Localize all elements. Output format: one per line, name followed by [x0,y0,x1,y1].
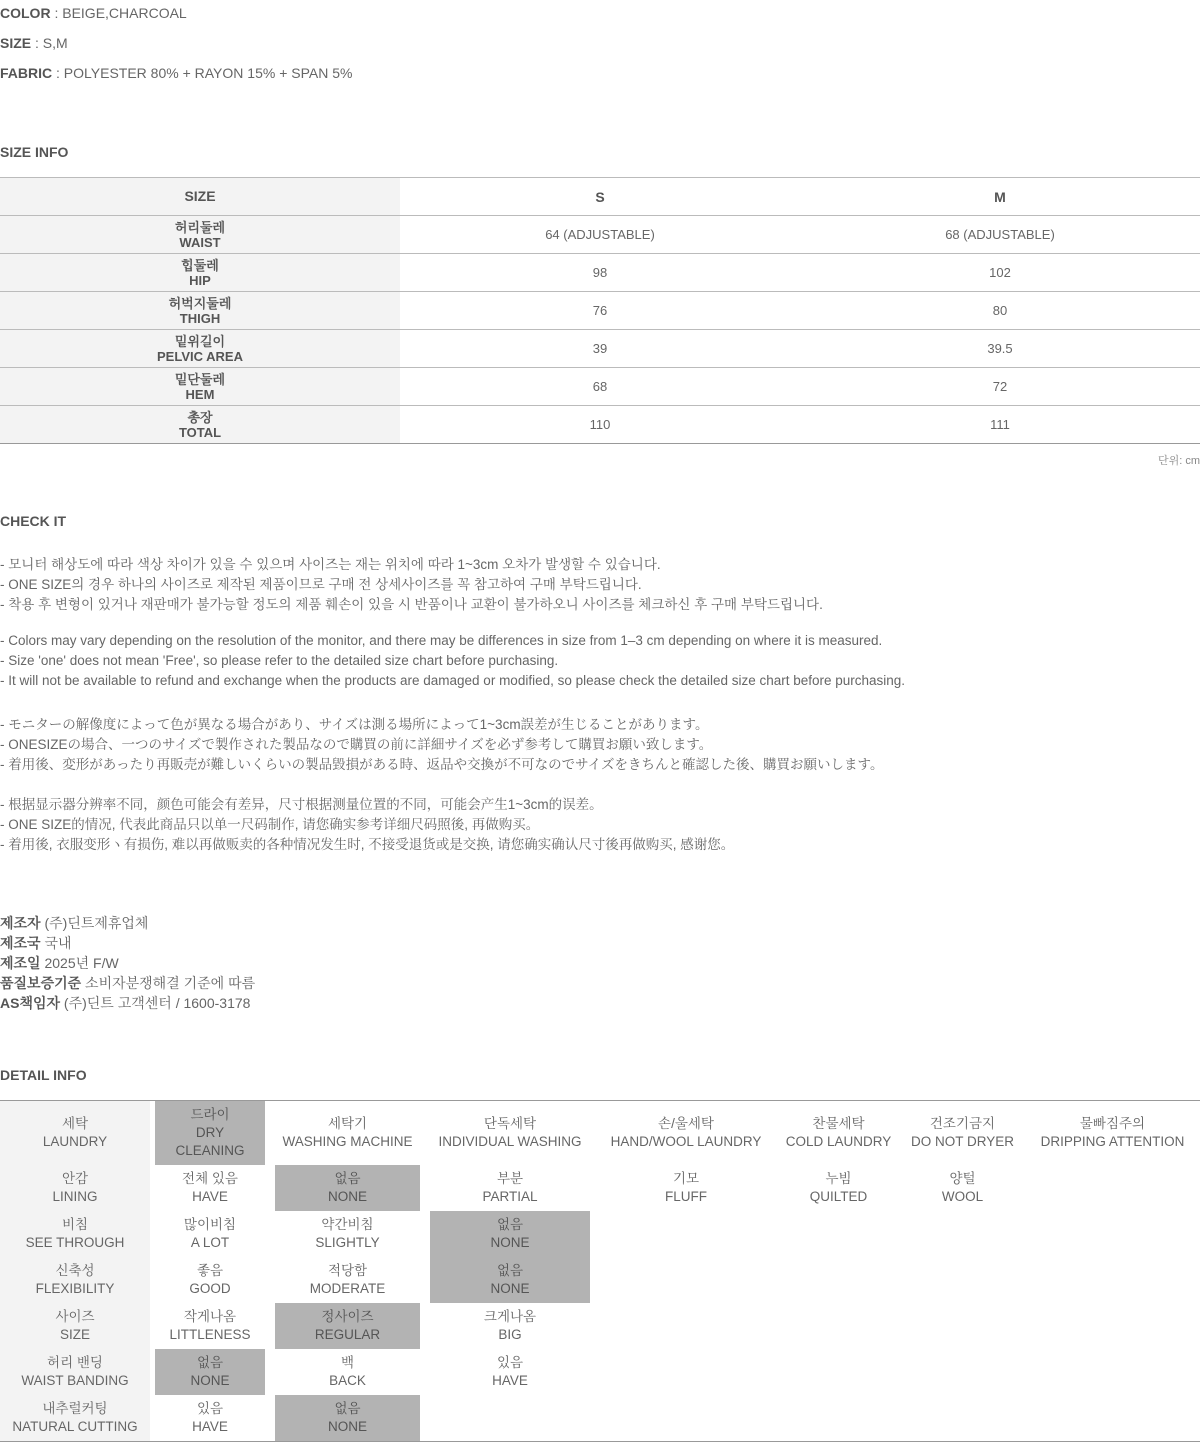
maker-value: (주)딘트제휴업체 [44,915,149,931]
check-line: - It will not be available to refund and exchange when the products are damaged or modified, so please check the detailed size chart before purchasing. [0,673,906,688]
measure-ko: 힙둘레 [181,257,219,273]
measure-en: WAIST [179,234,221,250]
detail-option [425,1303,595,1349]
maker-value: (주)딘트 고객센터 / 1600-3178 [63,995,251,1011]
detail-option-text: 없음 [496,1263,524,1278]
check-line: - ONE SIZE의 경우 하나의 사이즈로 제작된 제품이므로 구매 전 상세사이즈를 꼭 참고하여 구매 부탁드립니다. [0,577,642,592]
spec-label: COLOR [0,5,51,21]
check-line: - 根据显示器分辨率不同，颜色可能会有差异，尺寸根据测量位置的不同，可能会产生1~3cm的误差。 [0,797,603,812]
detail-option-selected [150,1349,270,1395]
detail-option-box [425,1170,595,1206]
detail-option-text: COLD LAUNDRY [785,1134,892,1149]
spec-label: SIZE [0,35,32,51]
detail-label-text: WAIST BANDING [21,1373,129,1388]
detail-option-text: NONE [490,1281,530,1296]
detail-option-box [425,1354,595,1390]
detail-empty-cell [595,1303,777,1349]
detail-option-text: DRY [195,1125,225,1140]
detail-option [595,1101,777,1165]
detail-row-label [0,1257,150,1303]
measure-en: PELVIC AREA [157,348,243,364]
size-m-value: 72 [800,368,1200,406]
detail-row-label [0,1303,150,1349]
detail-empty-cell [777,1211,900,1257]
size-m-value: 68 (ADJUSTABLE) [800,216,1200,254]
size-table [0,177,1200,444]
detail-option-box [430,1257,590,1303]
size-m-value: 39.5 [800,330,1200,368]
detail-empty-cell [900,1257,1025,1303]
detail-option-text: MODERATE [309,1281,386,1296]
detail-option [270,1101,425,1165]
check-line: - Size 'one' does not mean 'Free', so please refer to the detailed size chart before purchasing. [0,653,559,668]
detail-label-text: 세탁 [61,1116,89,1131]
detail-empty-cell [1025,1257,1200,1303]
detail-option-text: NONE [327,1419,367,1434]
detail-option [150,1395,270,1441]
check-line: - 모니터 해상도에 따라 색상 차이가 있을 수 있으며 사이즈는 재는 위치에 따라 1~3cm 오차가 발생할 수 있습니다. [0,557,661,572]
detail-empty-cell [425,1395,595,1441]
table-row [0,406,1200,444]
detail-option-text: HAVE [192,1189,228,1204]
spec-value: : POLYESTER 80% + RAYON 15% + SPAN 5% [56,65,353,81]
spec-value: : BEIGE,CHARCOAL [54,5,187,21]
detail-option-text: INDIVIDUAL WASHING [438,1134,582,1149]
spec-size [0,35,68,51]
maker-value: 국내 [44,935,72,951]
measure-en: TOTAL [178,424,222,440]
detail-empty-cell [1025,1211,1200,1257]
detail-option-text: QUILTED [809,1189,868,1204]
detail-label-text: 사이즈 [55,1309,95,1324]
detail-option-text: NONE [327,1189,367,1204]
detail-label-text: 비침 [61,1217,89,1232]
detail-option-box [900,1170,1025,1206]
detail-option-text: SLIGHTLY [315,1235,380,1250]
detail-option-text: HAND/WOOL LAUNDRY [610,1134,762,1149]
detail-option-text: 크게나옴 [483,1309,537,1324]
detail-empty-cell [1025,1395,1200,1441]
detail-row [0,1303,1200,1349]
detail-option [270,1211,425,1257]
detail-option-text: 물빠짐주의 [1079,1116,1146,1131]
detail-option-box [270,1115,425,1151]
detail-option-text: CLEANING [175,1143,245,1158]
detail-option-box [275,1303,420,1349]
detail-option [150,1257,270,1303]
detail-row [0,1165,1200,1211]
maker-line [0,953,119,973]
detail-option-box [270,1216,425,1252]
table-row [0,368,1200,406]
size-m-value: 102 [800,254,1200,292]
detail-option-text: 있음 [496,1355,524,1370]
detail-row-label [0,1395,150,1441]
spec-fabric [0,65,352,81]
detail-option [425,1165,595,1211]
measure-ko: 허리둘레 [174,219,226,235]
size-m-value: 80 [800,292,1200,330]
detail-option-text: NONE [190,1373,230,1388]
detail-option-text: 건조기금지 [929,1116,996,1131]
detail-option-box [150,1216,270,1252]
detail-option-box [155,1349,265,1395]
detail-empty-cell [900,1303,1025,1349]
maker-label: 제조자 [0,915,41,931]
detail-option-box [275,1395,420,1441]
detail-label-text: 허리 밴딩 [47,1355,103,1370]
detail-row [0,1349,1200,1395]
detail-option-text: 적당함 [327,1263,368,1278]
detail-empty-cell [900,1211,1025,1257]
measure-ko: 총장 [187,409,213,425]
detail-empty-cell [595,1349,777,1395]
maker-label: AS책임자 [0,995,61,1011]
detail-label-text: NATURAL CUTTING [12,1419,138,1434]
measure-label [0,216,400,254]
size-s-value: 98 [400,254,800,292]
detail-option-text: BIG [498,1327,522,1342]
detail-option-text: WASHING MACHINE [282,1134,413,1149]
detail-option [777,1165,900,1211]
detail-option-text: DRIPPING ATTENTION [1040,1134,1185,1149]
detail-option-text: 전체 있음 [182,1171,238,1186]
check-line: - 着用後, 衣服变形ヽ有损伤, 难以再做贩卖的各种情况发生时, 不接受退货或是交换, 请您确实确认尺寸後再做购买, 感谢您。 [0,837,735,852]
size-info-title: SIZE INFO [0,144,69,160]
detail-label-text: SEE THROUGH [25,1235,125,1250]
detail-option [425,1101,595,1165]
detail-option [270,1349,425,1395]
detail-option [150,1211,270,1257]
measure-label [0,330,400,368]
detail-empty-cell [777,1395,900,1441]
detail-row [0,1101,1200,1165]
detail-option-text: 없음 [334,1401,361,1416]
detail-empty-cell [595,1257,777,1303]
detail-option-text: BACK [329,1373,366,1388]
detail-option-text: 누빔 [825,1171,852,1186]
detail-option-box [150,1308,270,1344]
detail-option-text: 없음 [334,1171,361,1186]
detail-option-text: 양털 [949,1171,976,1186]
detail-option [1025,1101,1200,1165]
detail-option-box [595,1115,777,1151]
measure-ko: 허벅지둘레 [168,295,232,311]
detail-row-label [0,1349,150,1395]
detail-option [150,1165,270,1211]
detail-row-label [0,1165,150,1211]
measure-en: THIGH [179,310,221,326]
maker-line [0,993,250,1013]
detail-option-text: 약간비침 [321,1217,374,1232]
detail-option-text: PARTIAL [482,1189,538,1204]
check-line: - ONESIZEの場合、一つのサイズで製作された製品なので購買の前に詳細サイズを必ず参考して購買お願い致します。 [0,737,713,752]
maker-label: 제조일 [0,955,41,971]
measure-label [0,292,400,330]
size-header-m: M [800,178,1200,216]
size-s-value: 76 [400,292,800,330]
size-s-value: 110 [400,406,800,444]
detail-option-text: 부분 [496,1171,524,1186]
detail-empty-cell [900,1349,1025,1395]
detail-option [595,1165,777,1211]
table-row [0,216,1200,254]
table-row [0,254,1200,292]
detail-option-box [150,1400,270,1436]
size-table-header [0,178,1200,216]
detail-option-text: 작게나옴 [183,1309,237,1324]
maker-line [0,913,148,933]
detail-empty-cell [777,1349,900,1395]
detail-option-box [155,1101,265,1165]
spec-value: : S,M [35,35,68,51]
maker-line [0,973,255,993]
measure-label [0,368,400,406]
measure-ko: 밑단둘레 [174,371,226,387]
measure-ko: 밑위길이 [174,333,226,349]
detail-empty-cell [900,1395,1025,1441]
detail-row-label [0,1211,150,1257]
detail-option-box [275,1165,420,1211]
detail-option-text: 있음 [196,1401,224,1416]
detail-option-box [900,1115,1025,1151]
maker-label: 제조국 [0,935,41,951]
detail-option-box [777,1170,900,1206]
check-line: - Colors may vary depending on the resolution of the monitor, and there may be differences in size from 1–3 cm depending on where it is measured. [0,633,883,648]
detail-option-selected [270,1303,425,1349]
detail-label-text: SIZE [59,1327,90,1342]
detail-option-text: 없음 [196,1355,224,1370]
detail-option-text: HAVE [492,1373,528,1388]
detail-option-text: 기모 [672,1171,700,1186]
detail-option-selected [270,1395,425,1441]
detail-option-text: 세탁기 [327,1116,368,1131]
detail-option-text: REGULAR [314,1327,381,1342]
size-s-value: 39 [400,330,800,368]
detail-label-text: 신축성 [55,1263,95,1278]
detail-option-box [430,1211,590,1257]
measure-en: HEM [185,386,215,402]
detail-option [900,1165,1025,1211]
detail-option [270,1257,425,1303]
measure-label [0,406,400,444]
check-line: - 착용 후 변형이 있거나 재판매가 불가능할 정도의 제품 훼손이 있을 시 반품이나 교환이 불가하오니 사이즈를 체크하신 후 구매 부탁드립니다. [0,597,823,612]
detail-row [0,1257,1200,1303]
check-line: - モニターの解像度によって色が異なる場合があり、サイズは測る場所によって1~3cm誤差が生じることがあります。 [0,717,709,732]
detail-option-box [595,1170,777,1206]
detail-empty-cell [1025,1165,1200,1211]
detail-option-box [425,1115,595,1151]
detail-option-text: 단독세탁 [483,1116,537,1131]
maker-value: 소비자분쟁해결 기준에 따름 [85,975,256,991]
detail-option-text: GOOD [189,1281,231,1296]
detail-row-label [0,1101,150,1165]
detail-option-selected [150,1101,270,1165]
detail-label-text: LINING [52,1189,98,1204]
detail-option [777,1101,900,1165]
spec-label: FABRIC [0,65,53,81]
detail-option [900,1101,1025,1165]
detail-empty-cell [595,1395,777,1441]
detail-empty-cell [1025,1349,1200,1395]
detail-option-text: 많이비침 [183,1217,237,1232]
detail-option-box [777,1115,900,1151]
maker-line [0,933,72,953]
detail-option-selected [425,1211,595,1257]
detail-option-box [425,1308,595,1344]
detail-option-text: 정사이즈 [321,1309,374,1324]
detail-option-text: 찬물세탁 [812,1116,865,1131]
detail-option-text: 없음 [496,1217,524,1232]
detail-option-selected [425,1257,595,1303]
measure-label [0,254,400,292]
maker-value: 2025년 F/W [44,955,119,971]
detail-option-box [150,1262,270,1298]
check-line: - 着用後、変形があったり再販売が難しいくらいの製品毀損がある時、返品や交換が不可なのでサイズをきちんと確認した後、購買お願いします。 [0,757,884,772]
detail-label-text: 내추럴커팅 [42,1401,108,1416]
detail-info-title: DETAIL INFO [0,1067,87,1083]
detail-option-selected [270,1165,425,1211]
detail-option-text: WOOL [941,1189,984,1204]
measure-en: HIP [189,272,211,288]
table-row [0,292,1200,330]
detail-option-text: LITTLENESS [169,1327,251,1342]
detail-option-box [150,1170,270,1206]
maker-label: 품질보증기준 [0,975,82,991]
detail-row [0,1395,1200,1441]
size-header-s: S [400,178,800,216]
detail-empty-cell [777,1257,900,1303]
detail-option-text: NONE [490,1235,530,1250]
detail-label-text: LAUNDRY [42,1134,108,1149]
detail-option-box [1025,1115,1200,1151]
detail-option-text: 백 [340,1355,355,1370]
detail-option-text: FLUFF [665,1189,707,1204]
size-s-value: 64 (ADJUSTABLE) [400,216,800,254]
detail-empty-cell [1025,1303,1200,1349]
size-m-value: 111 [800,406,1200,444]
detail-option-text: 드라이 [190,1107,230,1122]
detail-option-text: DO NOT DRYER [910,1134,1015,1149]
size-header-label: SIZE [0,178,400,216]
unit-note: 단위: cm [1157,455,1200,467]
detail-option-text: 좋음 [196,1263,224,1278]
size-s-value: 68 [400,368,800,406]
detail-option [425,1349,595,1395]
detail-label-text: FLEXIBILITY [35,1281,115,1296]
detail-option-box [270,1354,425,1390]
detail-table [0,1100,1200,1442]
detail-option-text: A LOT [190,1235,230,1250]
check-it-title: CHECK IT [0,513,67,529]
spec-color [0,5,187,21]
detail-row [0,1211,1200,1257]
detail-label-text: 안감 [61,1171,89,1186]
detail-option-text: HAVE [192,1419,228,1434]
table-row [0,330,1200,368]
detail-option-text: 손/울세탁 [658,1116,714,1131]
check-line: - ONE SIZE的情况, 代表此商品只以单一尺码制作, 请您确实参考详细尺码照後, 再做购买。 [0,817,540,832]
detail-empty-cell [595,1211,777,1257]
detail-option [150,1303,270,1349]
detail-empty-cell [777,1303,900,1349]
detail-option-box [270,1262,425,1298]
